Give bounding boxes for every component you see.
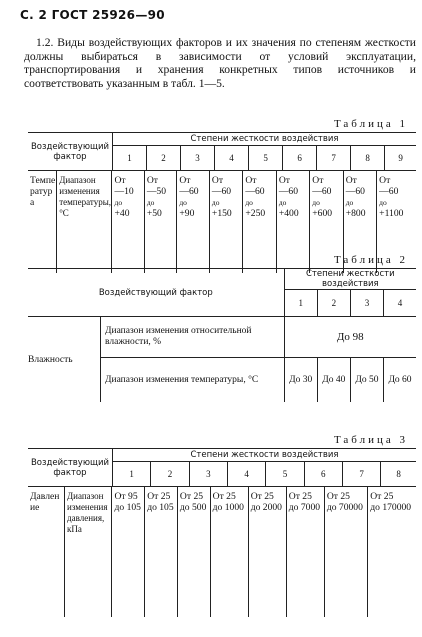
table3-low-value: От 25 — [212, 491, 236, 502]
table3-low-value: От 25 — [250, 491, 274, 502]
table1-low-value: —10 — [114, 186, 134, 197]
table3-high-value: до 500 — [179, 502, 207, 513]
table3-value-3 — [177, 487, 210, 617]
table2-degree-2: 2 — [317, 290, 350, 317]
table1-to-label: до — [179, 198, 187, 207]
table1-high-value: +250 — [245, 208, 266, 219]
table3-degree-5: 5 — [266, 462, 304, 487]
table1-factor-header: Воздействующий фактор — [28, 133, 113, 171]
table1-to-label: до — [146, 198, 155, 207]
table1-factor: Температура — [28, 171, 57, 273]
table2-row2-param: Диапазон изменения температуры, °С — [101, 358, 285, 403]
table1-parameter: Диапазон изменения температуры, °С — [57, 171, 112, 273]
table1-low-value: —60 — [312, 186, 332, 197]
table1-high-value: +600 — [312, 208, 333, 219]
table3-low-value: От 25 — [326, 491, 350, 502]
table1-from-label: От — [179, 175, 191, 186]
table3-degree-2: 2 — [151, 462, 189, 487]
table2-row2-value-4: До 60 — [388, 375, 412, 385]
table1-value-4 — [209, 171, 242, 273]
table2-degree-3: 3 — [350, 290, 383, 317]
table1-to-label: до — [278, 198, 287, 207]
table1-value-1 — [113, 171, 145, 273]
table1-degree-9: 9 — [398, 153, 403, 163]
table1-value-5 — [243, 171, 276, 273]
table1-degree-5: 5 — [249, 146, 283, 171]
table1-degree-2: 2 — [147, 146, 181, 171]
table2-row2-value-1: До 30 — [284, 358, 317, 403]
table2-degrees-header: Степени жесткости воздействия — [284, 269, 416, 290]
table1-high-value: +50 — [146, 208, 162, 219]
table3-degree-4: 4 — [227, 462, 265, 487]
table1-low-value: —60 — [278, 186, 298, 197]
table3-high-value: до 2000 — [250, 502, 282, 513]
table3-low-value: От 25 — [147, 491, 171, 502]
table1-value-6 — [276, 171, 309, 273]
table2-caption: Таблица 2 — [333, 254, 408, 266]
page-header: С. 2 ГОСТ 25926—90 — [20, 8, 165, 22]
table3-high-value: до 105 — [147, 502, 174, 513]
table1-high-value: +90 — [179, 208, 195, 219]
table1-from-label: От — [146, 175, 158, 186]
table3-high-value: до 7000 — [288, 502, 321, 513]
table3-high-value: до 70000 — [326, 502, 363, 513]
table1-degrees-header: Степени жесткости воздействия — [113, 133, 417, 146]
table1-high-value: +800 — [345, 208, 366, 219]
table3-degree-1: 1 — [113, 462, 151, 487]
table3-low-value: От 25 — [179, 491, 204, 502]
table3-degrees-header: Степени жесткости воздействия — [113, 449, 417, 462]
table3 — [28, 448, 416, 617]
table3-low-value: От 25 — [288, 491, 312, 502]
table3-value-4 — [210, 487, 248, 617]
table1-from-label: От — [245, 175, 257, 186]
intro-paragraph: 1.2. Виды воздействующих факторов и их значения по степеням жесткости должны выбираться в зависимости от условий эксплуатации, транспортирования и хранения конкретных типов источников и соответствовать указанным в табл. 1—5. — [24, 36, 416, 90]
table3-factor-header: Воздействующий фактор — [28, 449, 113, 487]
table3-degree-6: 6 — [304, 462, 342, 487]
table3-value-6 — [286, 487, 324, 617]
table1-from-label: От — [345, 175, 357, 186]
table1-value-3 — [177, 171, 210, 273]
table3-degree-8: 8 — [396, 469, 401, 479]
table1-degree-3: 3 — [181, 146, 215, 171]
table1-to-label: до — [114, 198, 123, 207]
table1-to-label: до — [211, 198, 220, 207]
table1-degree-6: 6 — [283, 146, 317, 171]
table1-degree-8: 8 — [351, 146, 385, 171]
table3-high-value: до 105 — [114, 502, 141, 513]
table1-from-label: От — [114, 175, 126, 186]
table3-value-2 — [145, 487, 178, 617]
table1-from-label: От — [278, 175, 290, 186]
table2-factor: Влажность — [28, 317, 101, 403]
table2-row1-param: Диапазон изменения относительной влажности, % — [101, 317, 285, 358]
table1-degree-7: 7 — [317, 146, 351, 171]
table3-high-value: до 1000 — [212, 502, 244, 513]
table3-caption: Таблица 3 — [333, 434, 408, 446]
table3-low-value: От 25 — [370, 491, 394, 502]
table1-to-label: до — [312, 198, 320, 207]
table3-high-value: до 170000 — [370, 502, 412, 513]
table1-degree-1: 1 — [113, 146, 147, 171]
table1-low-value: —60 — [379, 186, 399, 197]
table3-factor: Давление — [28, 487, 65, 617]
table2-factor-header: Воздействующий фактор — [28, 269, 284, 317]
table1-low-value: —50 — [146, 186, 166, 197]
table1-high-value: +400 — [278, 208, 299, 219]
table2-degree-1: 1 — [284, 290, 317, 317]
table3-degree-3: 3 — [189, 462, 227, 487]
table2 — [28, 268, 416, 402]
table1-high-value: +40 — [114, 208, 130, 219]
table1-high-value: +150 — [211, 208, 232, 219]
table1 — [28, 132, 416, 273]
table1-from-label: От — [312, 175, 324, 186]
table1-low-value: —60 — [345, 186, 365, 197]
table1-degree-4: 4 — [215, 146, 249, 171]
table1-to-label: до — [379, 198, 387, 207]
table1-low-value: —60 — [245, 186, 265, 197]
table2-row1-value: До 98 — [284, 317, 416, 358]
table1-low-value: —60 — [211, 186, 232, 197]
table1-value-2 — [144, 171, 177, 273]
table1-high-value: +1100 — [379, 208, 404, 219]
table1-low-value: —60 — [179, 186, 199, 197]
table2-row2-value-2: До 40 — [317, 358, 350, 403]
table2-degree-4: 4 — [397, 298, 403, 308]
table3-value-7 — [324, 487, 367, 617]
table1-caption: Таблица 1 — [333, 118, 408, 130]
table2-row2-value-3: До 50 — [350, 358, 383, 403]
table3-value-1 — [113, 487, 145, 617]
table3-value-5 — [248, 487, 286, 617]
table1-to-label: до — [345, 198, 354, 207]
table1-from-label: От — [211, 175, 224, 186]
table1-to-label: до — [245, 198, 253, 207]
table1-from-label: От — [379, 175, 391, 186]
table3-low-value: От 95 — [114, 491, 138, 502]
table3-degree-7: 7 — [342, 462, 380, 487]
table3-value-8 — [368, 487, 416, 617]
table3-parameter: Диапазон изменения давления, кПа — [65, 487, 112, 617]
